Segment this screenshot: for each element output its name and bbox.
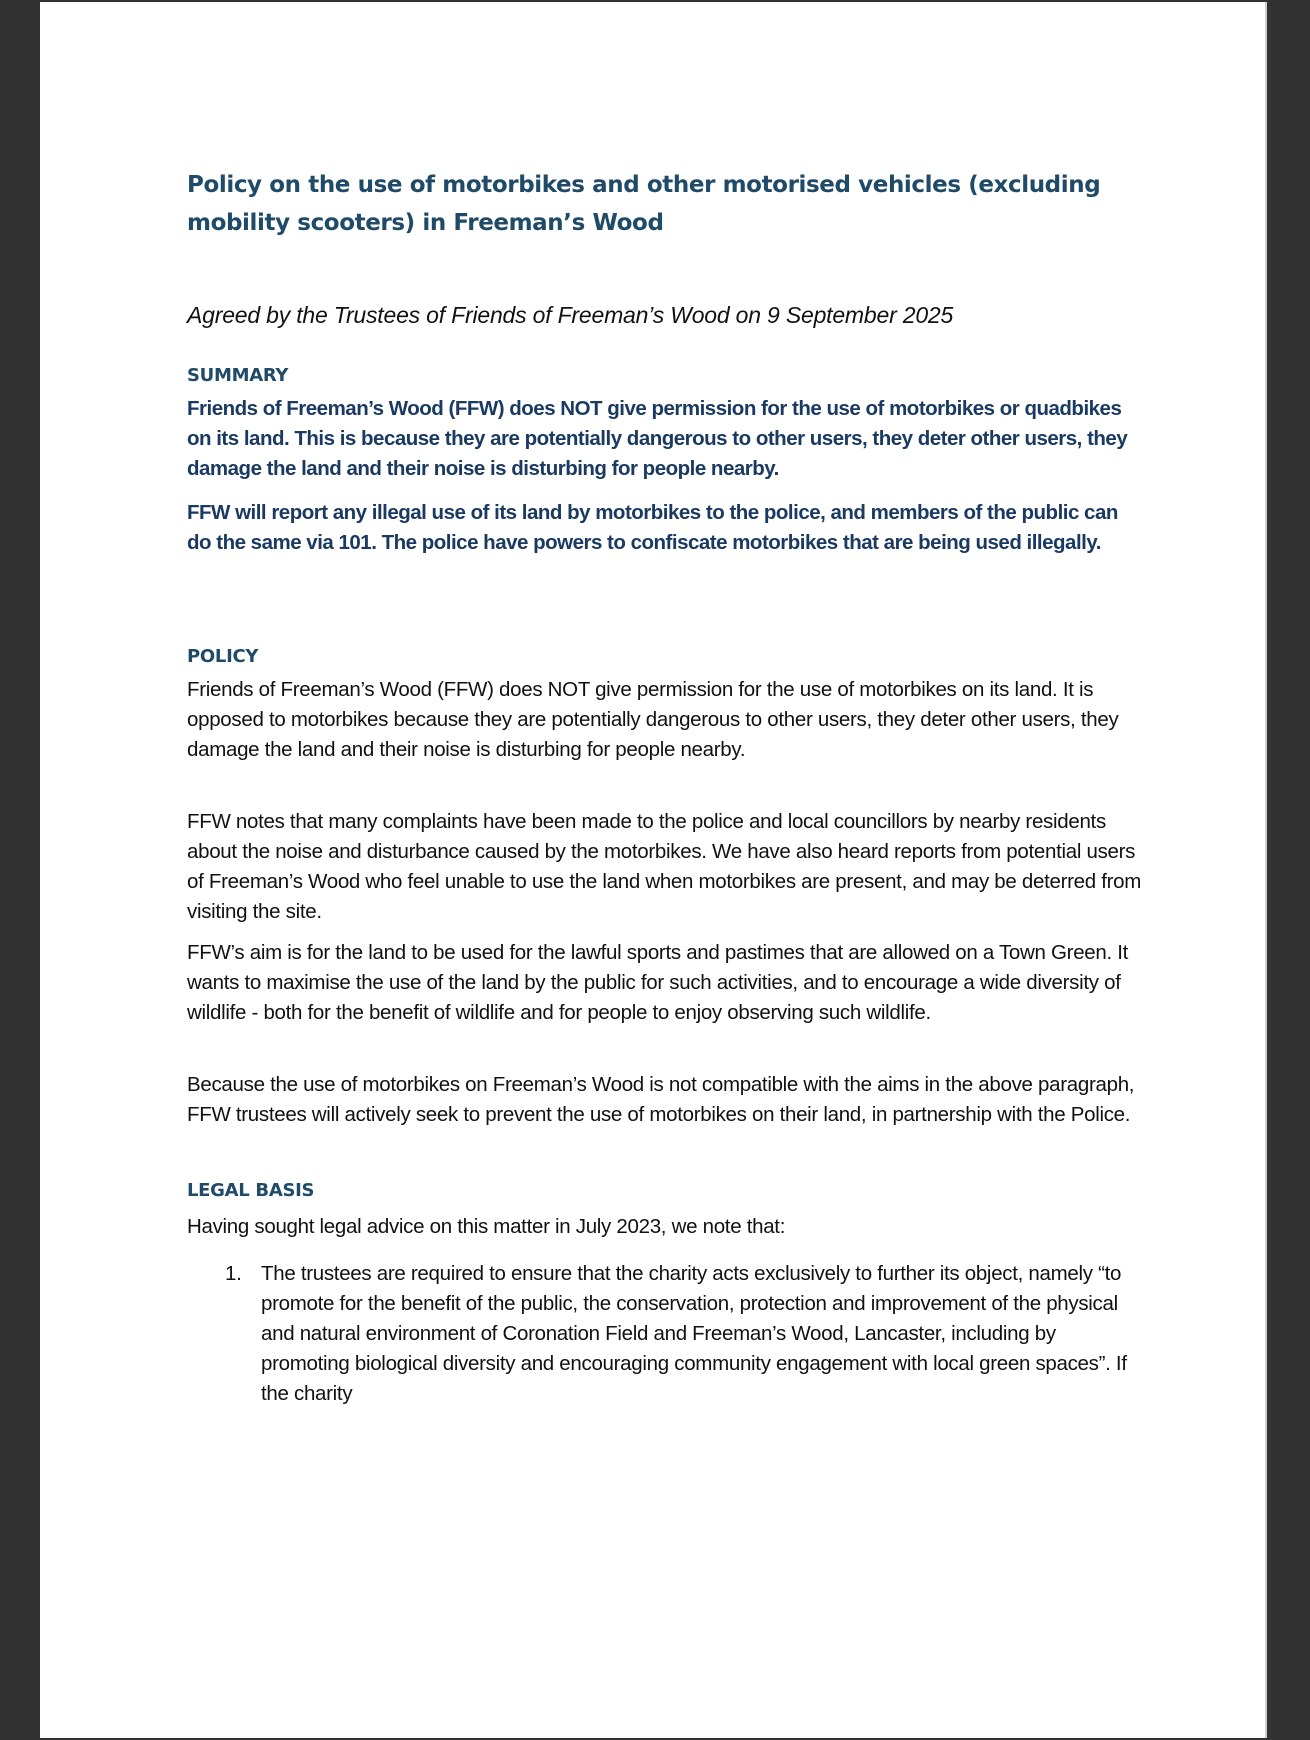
document-title: Policy on the use of motorbikes and other motorised vehicles (excluding mobility scooters) in Freeman’s Wood <box>187 172 1101 236</box>
summary-paragraph-2: FFW will report any illegal use of its land by motorbikes to the police, and members of the public can do the same via 101. The police have powers to confiscate motorbikes that are being used illegally. <box>187 501 1118 554</box>
policy-paragraph-4: Because the use of motorbikes on Freeman’s Wood is not compatible with the aims in the above paragraph, FFW trustees will actively seek to prevent the use of motorbikes on their land, in partnership with the Police. <box>187 1073 1135 1126</box>
policy-paragraph-2: FFW notes that many complaints have been made to the police and local councillors by nearby residents about the noise and disturbance caused by the motorbikes. We have also heard reports from potential users of Freeman’s Wood who feel unable to use the land when motorbikes are present, and may be deterred from visiting the site. <box>187 810 1142 923</box>
list-item-text: The trustees are required to ensure that the charity acts exclusively to further its object, namely “to promote for the benefit of the public, the conservation, protection and improvement of the physical and natural environment of Coronation Field and Freeman’s Wood, Lancaster, including by promoting biological diversity and encouraging community engagement with local green spaces”. If the charity <box>261 1262 1127 1405</box>
legal-basis-heading: LEGAL BASIS <box>187 1180 315 1201</box>
policy-paragraph-3: FFW’s aim is for the land to be used for the lawful sports and pastimes that are allowed on a Town Green. It wants to maximise the use of the land by the public for such activities, and to encourage a wide diversity of wildlife - both for the benefit of wildlife and for people to enjoy observing such wildlife. <box>187 941 1129 1024</box>
summary-paragraph-1: Friends of Freeman’s Wood (FFW) does NOT give permission for the use of motorbikes or quadbikes on its land. This is because they are potentially dangerous to other users, they deter other users, they damage the land and their noise is disturbing for people nearby. <box>187 397 1128 480</box>
summary-heading: SUMMARY <box>187 365 289 386</box>
policy-heading: POLICY <box>187 646 259 667</box>
document-page <box>40 2 1267 1738</box>
legal-basis-intro: Having sought legal advice on this matter in July 2023, we note that: <box>187 1215 786 1238</box>
document-subtitle: Agreed by the Trustees of Friends of Freeman’s Wood on 9 September 2025 <box>187 302 954 328</box>
list-item-number: 1. <box>225 1262 242 1285</box>
policy-paragraph-1: Friends of Freeman’s Wood (FFW) does NOT give permission for the use of motorbikes on its land. It is opposed to motorbikes because they are potentially dangerous to other users, they deter other users, they damage the land and their noise is disturbing for people nearby. <box>187 678 1119 761</box>
